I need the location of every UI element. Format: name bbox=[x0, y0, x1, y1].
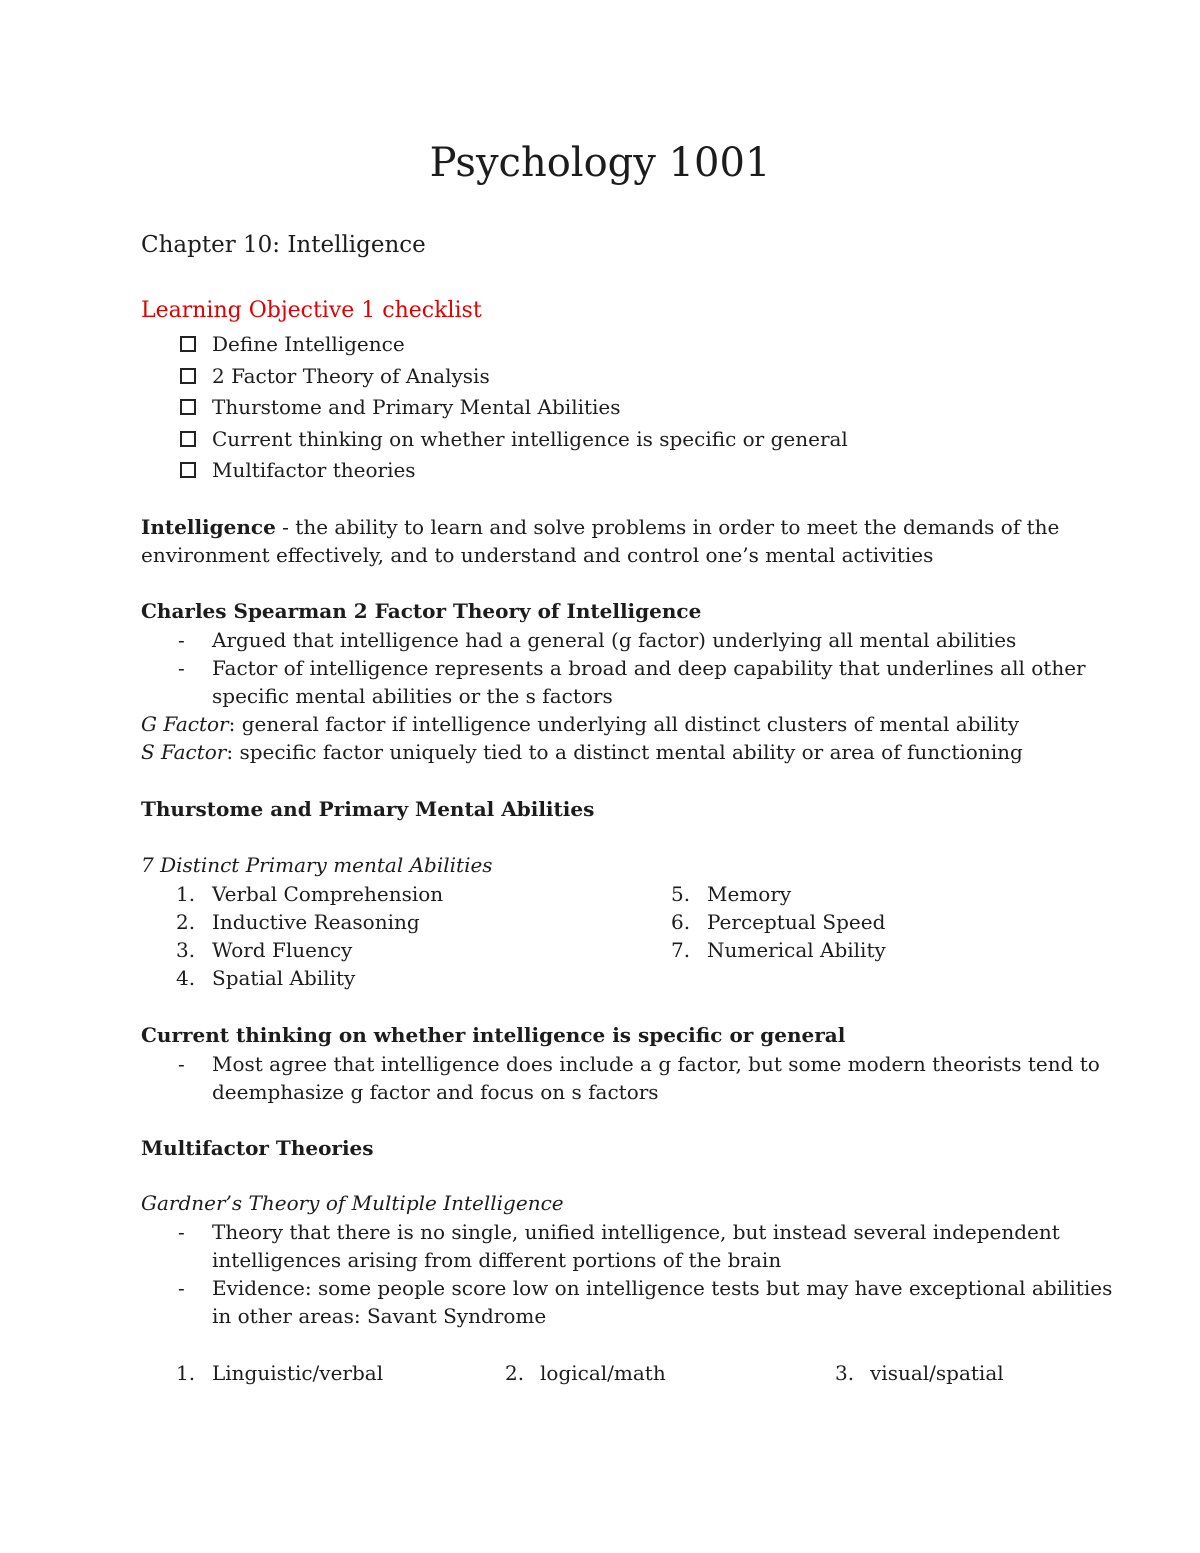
checkbox-2[interactable] bbox=[180, 368, 196, 384]
ability-item: Numerical Ability bbox=[707, 938, 886, 962]
ability-item: Word Fluency bbox=[212, 938, 353, 962]
ability-item: Spatial Ability bbox=[212, 966, 356, 990]
list-number: 2. bbox=[505, 1361, 525, 1385]
checkbox-5[interactable] bbox=[180, 462, 196, 478]
checklist-item: Define Intelligence bbox=[212, 332, 405, 356]
objective-heading: Learning Objective 1 checklist bbox=[141, 298, 482, 323]
list-number: 3. bbox=[176, 938, 196, 962]
checklist-item: Current thinking on whether intelligence is specific or general bbox=[212, 427, 848, 451]
current-bullet-line2: deemphasize g factor and focus on s factors bbox=[212, 1080, 659, 1104]
intelligence-def-line1: - the ability to learn and solve problems in order to meet the demands of the bbox=[275, 515, 1060, 539]
spearman-heading: Charles Spearman 2 Factor Theory of Intelligence bbox=[141, 599, 702, 623]
checkbox-3[interactable] bbox=[180, 399, 196, 415]
current-heading: Current thinking on whether intelligence is specific or general bbox=[141, 1023, 846, 1047]
bullet-dash: - bbox=[178, 628, 185, 652]
list-number: 5. bbox=[671, 882, 691, 906]
ability-item: Perceptual Speed bbox=[707, 910, 886, 934]
chapter-heading: Chapter 10: Intelligence bbox=[141, 232, 426, 258]
current-bullet-line1: Most agree that intelligence does include a g factor, but some modern theorists tend to bbox=[212, 1052, 1100, 1076]
ability-item: Verbal Comprehension bbox=[212, 882, 444, 906]
intelligence-definition bbox=[141, 515, 1059, 539]
s-factor-def: : specific factor uniquely tied to a distinct mental ability or area of functioning bbox=[226, 740, 1023, 764]
spearman-bullet-2-line2: specific mental abilities or the s factors bbox=[212, 684, 613, 708]
bullet-dash: - bbox=[178, 1220, 185, 1244]
gardner-bullet-2-line2: in other areas: Savant Syndrome bbox=[212, 1304, 547, 1328]
list-number: 4. bbox=[176, 966, 196, 990]
intelligence-type: visual/spatial bbox=[870, 1361, 1004, 1385]
intelligence-def-line2: environment effectively, and to understand and control one’s mental activities bbox=[141, 543, 934, 567]
bullet-dash: - bbox=[178, 1052, 185, 1076]
gardner-subheading: Gardner’s Theory of Multiple Intelligence bbox=[141, 1191, 564, 1215]
g-factor-definition bbox=[141, 712, 1019, 736]
bullet-dash: - bbox=[178, 656, 185, 680]
checkbox-1[interactable] bbox=[180, 336, 196, 352]
bullet-dash: - bbox=[178, 1276, 185, 1300]
s-factor-definition bbox=[141, 740, 1023, 764]
page-title: Psychology 1001 bbox=[429, 140, 771, 186]
list-number: 7. bbox=[671, 938, 691, 962]
checklist-item: 2 Factor Theory of Analysis bbox=[212, 364, 490, 388]
gardner-bullet-1-line1: Theory that there is no single, unified intelligence, but instead several independent bbox=[212, 1220, 1060, 1244]
intelligence-type: Linguistic/verbal bbox=[212, 1361, 384, 1385]
intelligence-term: Intelligence bbox=[141, 515, 276, 539]
checklist-item: Thurstome and Primary Mental Abilities bbox=[212, 395, 621, 419]
gardner-bullet-1-line2: intelligences arising from different portions of the brain bbox=[212, 1248, 782, 1272]
checklist-item: Multifactor theories bbox=[212, 458, 416, 482]
spearman-bullet-2-line1: Factor of intelligence represents a broad and deep capability that underlines all other bbox=[212, 656, 1086, 680]
multifactor-heading: Multifactor Theories bbox=[141, 1136, 374, 1160]
s-factor-term: S Factor bbox=[141, 740, 227, 764]
spearman-bullet-1: Argued that intelligence had a general (g factor) underlying all mental abilities bbox=[212, 628, 1017, 652]
ability-item: Inductive Reasoning bbox=[212, 910, 420, 934]
g-factor-def: : general factor if intelligence underlying all distinct clusters of mental ability bbox=[228, 712, 1020, 736]
list-number: 2. bbox=[176, 910, 196, 934]
list-number: 3. bbox=[835, 1361, 855, 1385]
g-factor-term: G Factor bbox=[141, 712, 229, 736]
list-number: 6. bbox=[671, 910, 691, 934]
checkbox-4[interactable] bbox=[180, 431, 196, 447]
gardner-bullet-2-line1: Evidence: some people score low on intelligence tests but may have exceptional abilities bbox=[212, 1276, 1113, 1300]
intelligence-type: logical/math bbox=[540, 1361, 666, 1385]
thurstome-heading: Thurstome and Primary Mental Abilities bbox=[141, 797, 595, 821]
list-number: 1. bbox=[176, 1361, 196, 1385]
list-number: 1. bbox=[176, 882, 196, 906]
thurstome-subheading: 7 Distinct Primary mental Abilities bbox=[141, 853, 493, 877]
ability-item: Memory bbox=[707, 882, 792, 906]
